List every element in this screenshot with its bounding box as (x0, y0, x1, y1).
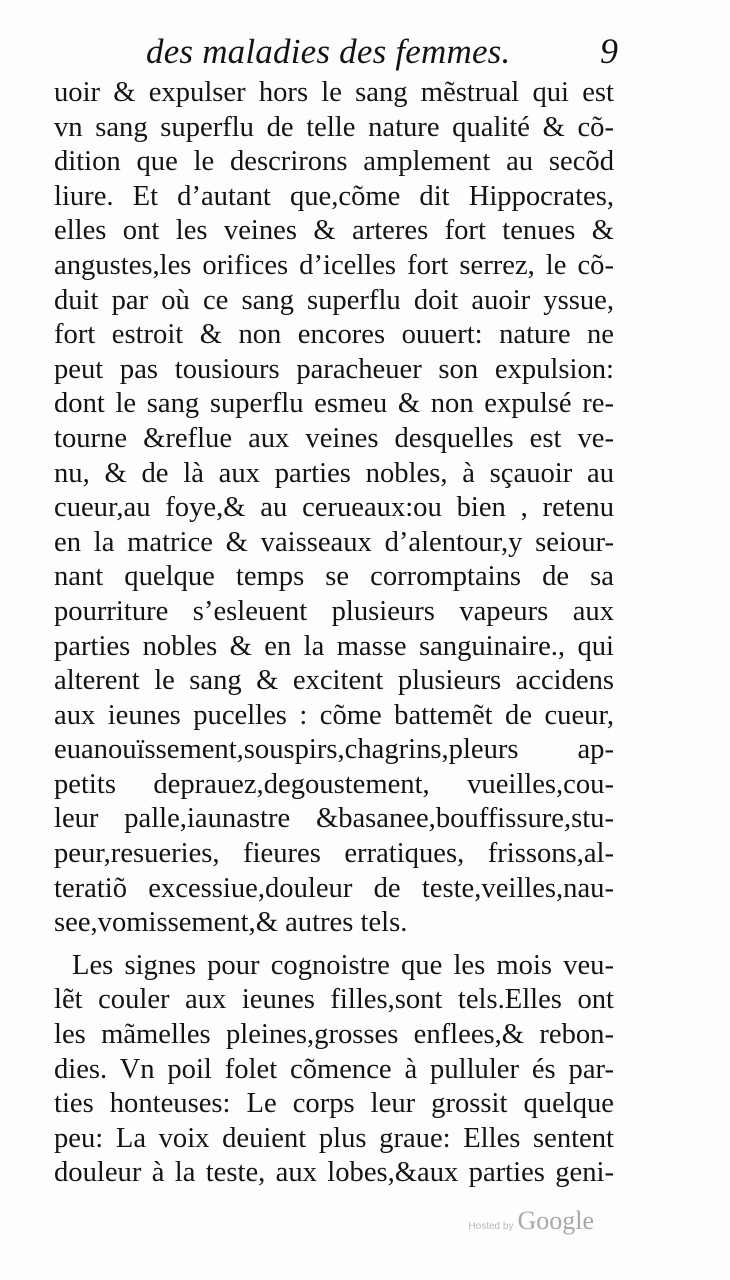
text-line: fort estroit & non encores ouuert: nature ne (54, 319, 614, 351)
google-logo: Google (517, 1206, 594, 1235)
google-watermark (468, 1206, 594, 1236)
text-line: tourne &reflue aux veines desquelles est ve- (54, 422, 614, 454)
text-line: euanouïssement,souspirs,chagrins,pleurs ap- (54, 734, 614, 766)
text-line: peut pas tousiours paracheuer son expulsion: (54, 353, 614, 385)
paragraph-gap (54, 941, 614, 949)
text-line: douleur à la teste, aux lobes,&aux parties geni- (54, 1157, 614, 1189)
text-line: see,vomissement,& autres tels. (54, 907, 408, 939)
text-line: vn sang superflu de telle nature qualité & cõ- (54, 111, 614, 143)
text-line: duit par où ce sang superflu doit auoir yssue, (54, 284, 614, 316)
text-line: en la matrice & vaisseaux d’alentour,y seiour- (54, 526, 614, 558)
text-line: leur palle,iaunastre &basanee,bouffissure,stu- (54, 803, 614, 835)
text-line: cueur,au foye,& au cerueaux:ou bien , retenu (54, 492, 614, 524)
text-line: angustes,les orifices d’icelles fort serrez, le cõ- (54, 249, 614, 281)
text-line: pourriture s’esleuent plusieurs vapeurs aux (54, 595, 614, 627)
text-line: peu: La voix deuient plus graue: Elles sentent (54, 1122, 614, 1154)
text-line: alterent le sang & excitent plusieurs accidens (54, 665, 614, 697)
text-line: Les signes pour cognoistre que les mois veu- (72, 949, 614, 981)
page-header (60, 28, 620, 78)
text-line: dont le sang superflu esmeu & non expulsé re- (54, 388, 614, 420)
text-line: parties nobles & en la masse sanguinaire., qui (54, 630, 614, 662)
text-line: les mãmelles pleines,grosses enflees,& rebon- (54, 1019, 614, 1051)
text-line: teratiõ excessiue,douleur de teste,veilles,nau- (54, 872, 614, 904)
text-line: nu, & de là aux parties nobles, à sçauoir au (54, 457, 614, 489)
text-line: liure. Et d’autant que,cõme dit Hippocrates, (54, 180, 614, 212)
body-text (54, 76, 614, 1191)
running-title: des maladies des femmes. (146, 32, 511, 71)
text-line: ties honteuses: Le corps leur grossit quelque (54, 1088, 614, 1120)
text-line: aux ieunes pucelles : cõme battemẽt de cueur, (54, 699, 614, 731)
text-line: petits deprauez,degoustement, vueilles,cou- (54, 768, 614, 800)
page-number: 9 (600, 31, 618, 71)
hosted-by-label: Hosted by (468, 1221, 514, 1232)
text-line: uoir & expulser hors le sang mẽstrual qui est (54, 77, 614, 108)
text-line: lẽt couler aux ieunes filles,sont tels.Elles ont (54, 984, 614, 1016)
text-line: nant quelque temps se corromptains de sa (54, 561, 614, 593)
text-line: dies. Vn poil folet cõmence à pulluler és par- (54, 1053, 614, 1085)
text-line: elles ont les veines & arteres fort tenues & (54, 215, 614, 247)
text-line: dition que le descrirons amplement au secõd (54, 146, 614, 178)
text-line: peur,resueries, fieures erratiques, frissons,al- (54, 838, 614, 870)
